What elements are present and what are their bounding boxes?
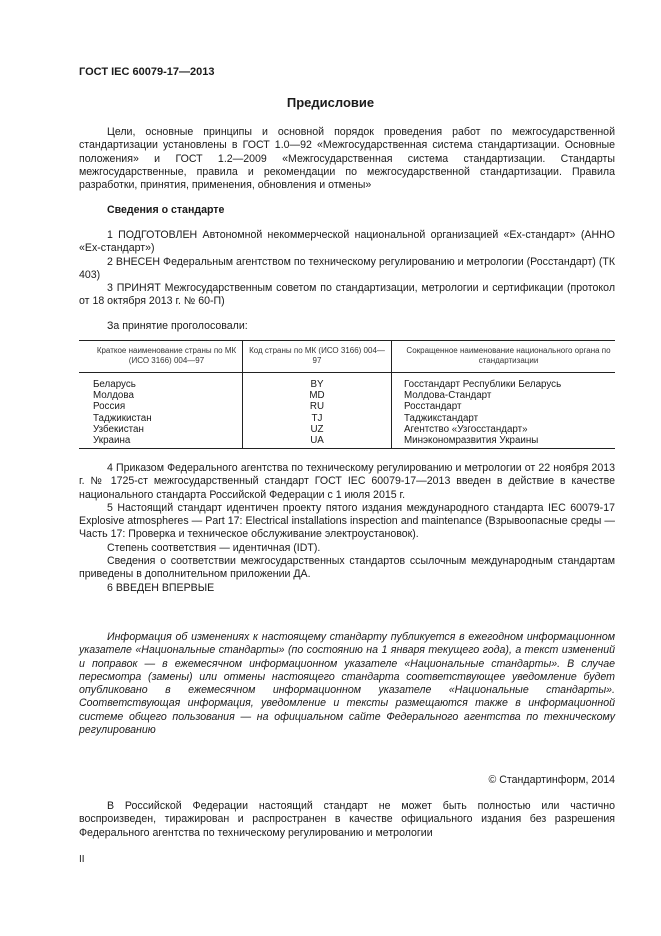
- table-row: [79, 435, 615, 449]
- country-cell: Узбекистан: [93, 423, 144, 435]
- intro-paragraph-block: [79, 126, 615, 192]
- table-row: [79, 373, 615, 391]
- code-cell: UA: [243, 435, 392, 449]
- changes-info-block: [79, 631, 615, 737]
- section-heading: Сведения о стандарте: [107, 204, 225, 216]
- adoption-info-list: [79, 462, 615, 595]
- voting-table: [79, 340, 615, 449]
- table-row: [79, 390, 615, 401]
- table-header-row: [79, 341, 615, 373]
- table-row: [79, 413, 615, 424]
- body-cell: Минэкономразвития Украины: [392, 435, 616, 449]
- code-cell: UZ: [243, 424, 392, 435]
- copyright-notice: © Стандартинформ, 2014: [488, 774, 615, 786]
- page-title: Предисловие: [286, 95, 375, 110]
- restriction-notice: В Российской Федерации настоящий стандарт не может быть полностью или частично воспроизведен, тиражирован и распространен в качестве официального издания без разрешения Федерального агентства по техническому регулированию и метрологии: [79, 800, 615, 839]
- code-cell: TJ: [243, 413, 392, 424]
- table-row: [79, 424, 615, 435]
- references-note: Сведения о соответствии межгосударственных стандартов ссылочным международным стандартам приведены в дополнительном приложении ДА.: [79, 555, 615, 581]
- info-item-5: 5 Настоящий стандарт идентичен проекту пятого издания международного стандарта IEC 60079-17 Explosive atmospheres — Part 17: Electrical installations inspection and maintenance (Взрывоопасные среды — Часть 17: Проверка и техническое обслуживание электроустановок).: [79, 501, 615, 541]
- voted-label-block: [79, 320, 615, 333]
- country-cell: Беларусь: [93, 379, 136, 390]
- column-header-country: Краткое наименование страны по МК (ИСО 3166) 004—97: [79, 341, 243, 373]
- code-cell: RU: [243, 401, 392, 412]
- standard-info-list: [79, 229, 615, 309]
- page-number: II: [79, 854, 85, 865]
- document-header: ГОСТ IEC 60079-17—2013: [79, 66, 215, 78]
- restriction-block: [79, 800, 615, 840]
- body-cell: Таджикстандарт: [392, 413, 616, 424]
- conformity-degree: Степень соответствия — идентичная (IDT).: [107, 541, 321, 554]
- code-cell: MD: [243, 390, 392, 401]
- intro-paragraph: Цели, основные принципы и основной порядок проведения работ по межгосударственной стандартизации установлены в ГОСТ 1.0—92 «Межгосударственная система стандартизации. Основные положения» и ГОСТ 1.2—2009 «Межгосударственная система стандартизации. Стандарты межгосударственные, правила и рекомендации по межгосударственной стандартизации. Правила разработки, принятия, применения, обновления и отмены»: [79, 126, 615, 192]
- info-item-2: 2 ВНЕСЕН Федеральным агентством по техническому регулированию и метрологии (Росстандарт) (ТК 403): [79, 255, 615, 281]
- country-cell: Молдова: [93, 390, 134, 402]
- country-cell: Россия: [93, 401, 126, 413]
- info-item-6: 6 ВВЕДЕН ВПЕРВЫЕ: [107, 581, 215, 594]
- table-row: [79, 401, 615, 412]
- body-cell: Агентство «Узгосстандарт»: [392, 424, 616, 435]
- section-heading-block: [79, 204, 615, 217]
- column-header-body: Сокращенное наименование национального органа по стандартизации: [392, 341, 616, 373]
- changes-info-note: Информация об изменениях к настоящему стандарту публикуется в ежегодном информационном указателе «Национальные стандарты» (по состоянию на 1 января текущего года), а текст изменений и поправок — в ежемесячном информационном указателе «Национальные стандарты». В случае пересмотра (замены) или отмены настоящего стандарта соответствующее уведомление будет опубликовано в ежемесячном информационном указателе «Национальные стандарты». Соответствующая информация, уведомление и тексты размещаются также в информационной системе общего пользования — на официальном сайте Федерального агентства по техническому регулированию: [79, 631, 615, 737]
- body-cell: Молдова-Стандарт: [392, 390, 616, 401]
- info-item-4: 4 Приказом Федерального агентства по техническому регулированию и метрологии от 22 ноября 2013 г. № 1725-ст межгосударственный стандарт ГОСТ IEC 60079-17—2013 введен в действие в качестве национального стандарта Российской Федерации с 1 июля 2015 г.: [79, 462, 615, 501]
- body-cell: Госстандарт Республики Беларусь: [392, 373, 616, 391]
- info-item-1: 1 ПОДГОТОВЛЕН Автономной некоммерческой национальной организацией «Ех-стандарт» (АННО «Ех-стандарт»): [79, 229, 615, 255]
- code-cell: BY: [243, 373, 392, 391]
- country-cell: Украина: [79, 435, 243, 449]
- voted-label: За принятие проголосовали:: [107, 320, 248, 332]
- info-item-3: 3 ПРИНЯТ Межгосударственным советом по стандартизации, метрологии и сертификации (протокол от 18 октября 2013 г. № 60-П): [79, 282, 615, 308]
- body-cell: Росстандарт: [392, 401, 616, 412]
- column-header-code: Код страны по МК (ИСО 3166) 004—97: [243, 341, 392, 373]
- country-cell: Таджикистан: [93, 412, 152, 424]
